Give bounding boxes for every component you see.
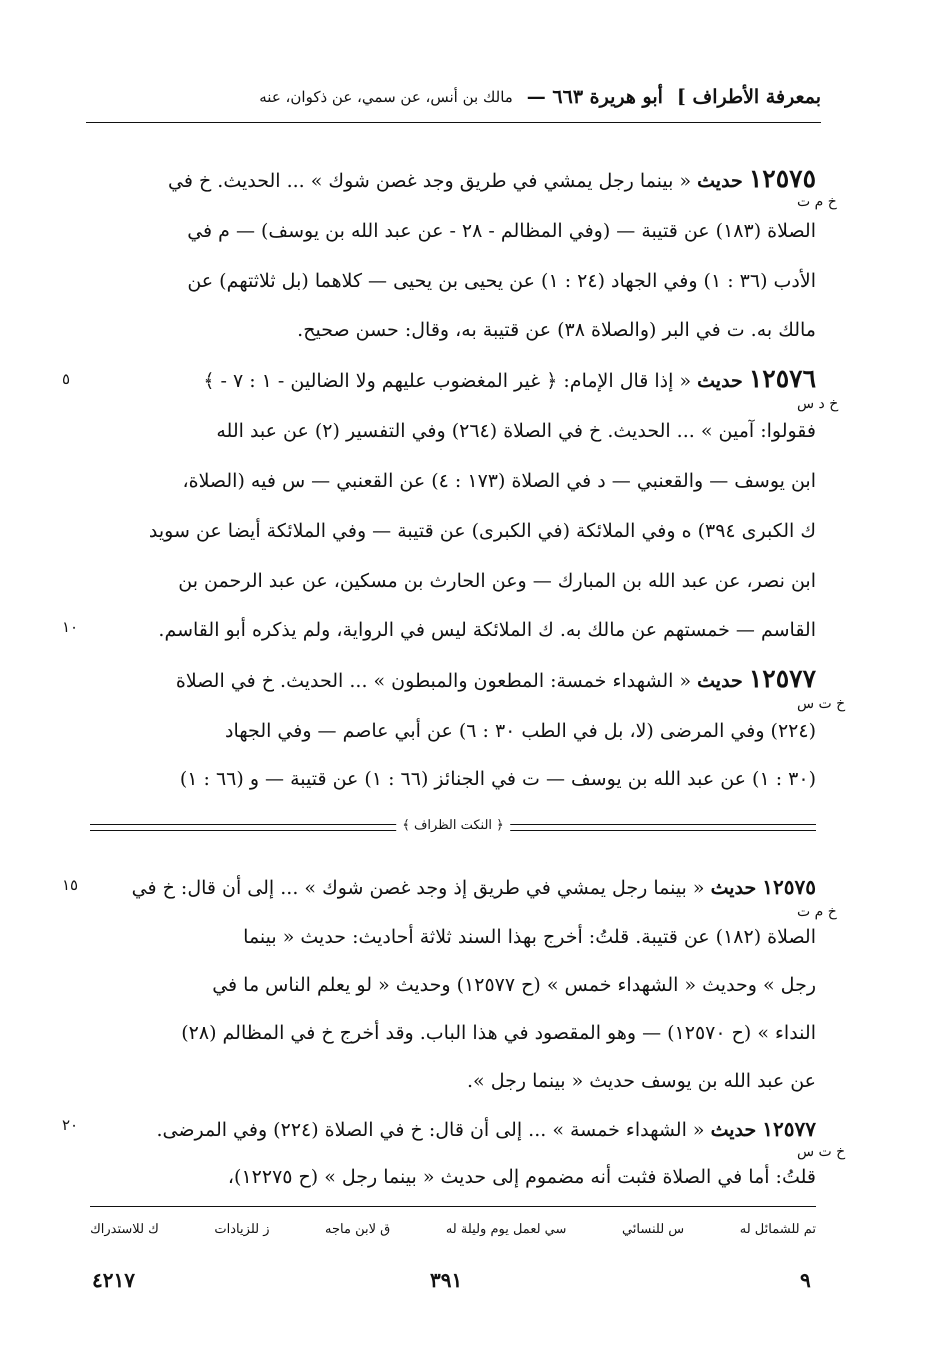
entry-text: « إذا قال الإمام: ﴿ غير المغضوب عليهم ولا الضالين - ١ : ٧ - ﴾ — [203, 370, 692, 392]
entry-number: ١٢٥٧٧ — [748, 666, 816, 693]
header-center: أبو هريرة ٦٦٣ — — [526, 86, 663, 108]
entry-number: ١٢٥٧٦ — [748, 366, 816, 393]
entry-keyword: حديث — [710, 1119, 757, 1141]
entry-text: النداء » (ح ١٢٥٧٠) — وهو المقصود في هذا الباب. وقد أخرج خ في المظالم (٢٨) — [181, 1022, 816, 1044]
entry-text: « الشهداء خمسة » ... إلى أن قال: خ في الصلاة (٢٢٤) وفي المرضى. — [156, 1119, 705, 1141]
nukat-line — [90, 1116, 816, 1143]
nukat-line — [90, 1020, 816, 1046]
header-left: مالك بن أنس، عن سمي، عن ذكوان، عنه — [259, 88, 513, 106]
entry-text: ك الكبرى ٣٩٤) ه وفي الملائكة (في الكبرى) عن قتيبة — وفي الملائكة أيضا عن سويد — [148, 520, 816, 542]
nukat-line — [90, 1068, 816, 1094]
entry-keyword: حديث — [697, 170, 743, 192]
entry-line — [90, 468, 816, 494]
entry-text: الصلاة (١٨٢) عن قتيبة. قلتُ: أخرج بهذا السند ثلاثة أحاديث: حديث « بينما — [243, 926, 816, 948]
sigla: خ ت س — [797, 1144, 846, 1160]
volume-number: ٤٢١٧ — [92, 1268, 135, 1292]
entry-number: ١٢٥٧٧ — [762, 1117, 816, 1141]
entry-text: « بينما رجل يمشي في طريق إذ وجد غصن شوك » ... إلى أن قال: خ في — [131, 877, 705, 899]
footnote-item: ز للزيادات — [214, 1222, 270, 1237]
entry-text: رجل » وحديث « الشهداء خمس » (ح ١٢٥٧٧) وحديث « لو يعلم الناس ما في — [212, 974, 816, 996]
entry-line — [90, 766, 816, 792]
entry-text: قلتُ: أما في الصلاة فثبت أنه مضموم إلى حديث « بينما رجل » (ح ١٢٢٧٥)، — [227, 1166, 816, 1188]
entry-text: عن عبد الله بن يوسف حديث « بينما رجل ». — [467, 1070, 816, 1092]
margin-number: ١٠ — [62, 618, 79, 636]
entry-line — [90, 568, 816, 594]
footnote-rule — [90, 1206, 816, 1207]
entry-line — [90, 718, 816, 744]
nukat-line — [90, 874, 816, 901]
entry-keyword: حديث — [697, 370, 743, 392]
sigla: خ م ت — [797, 194, 837, 210]
sigla: خ د س — [797, 396, 839, 412]
entry-keyword: حديث — [710, 877, 757, 899]
entry-text: (٢٢٤) وفي المرضى (لا، بل في الطب ٣٠ : ٦) عن أبي عاصم — وفي الجهاد — [225, 720, 816, 742]
entry-text: « بينما رجل يمشي في طريق وجد غصن شوك » ... الحديث. خ في — [168, 170, 692, 192]
entry-line — [90, 268, 816, 294]
running-header — [86, 76, 821, 118]
entry-line — [90, 366, 816, 394]
margin-number: ٥ — [62, 370, 71, 388]
margin-number: ٢٠ — [62, 1116, 79, 1134]
entry-text: ابن يوسف — والقعنبي — د في الصلاة (١٧٣ : ٤) عن القعنبي — س فيه (الصلاة، — [182, 470, 816, 492]
entry-number: ١٢٥٧٥ — [762, 875, 816, 899]
entry-text: ابن نصر، عن عبد الله بن المبارك — وعن الحارث بن مسكين، عن عبد الرحمن بن — [178, 570, 816, 592]
header-rule — [86, 122, 821, 123]
entry-text: مالك به. ت في البر (والصلاة ٣٨) عن قتيبة به، وقال: حسن صحيح. — [297, 319, 816, 341]
margin-number: ١٥ — [62, 876, 79, 894]
entry-text: القاسم — خمستهم عن مالك به. ك الملائكة ليس في الرواية، ولم يذكره أبو القاسم. — [158, 619, 816, 641]
section-divider — [90, 818, 816, 840]
page-number: ٣٩١ — [430, 1268, 463, 1292]
entry-line — [90, 666, 816, 694]
sigla: خ م ت — [797, 904, 837, 920]
nukat-line — [90, 924, 816, 950]
entry-text: فقولوا: آمين » ... الحديث. خ في الصلاة (٢٦٤) وفي التفسير (٢) عن عبد الله — [216, 420, 816, 442]
entry-line — [90, 418, 816, 444]
entry-line — [90, 166, 816, 194]
footnote-legend — [90, 1222, 816, 1237]
footnote-item: ك للاستدراك — [90, 1222, 159, 1237]
entry-line — [90, 518, 816, 544]
entry-text: الصلاة (١٨٣) عن قتيبة — (وفي المظالم - ٢٨ - عن عبد الله بن يوسف) — م في — [187, 220, 816, 242]
entry-line — [90, 218, 816, 244]
nukat-line — [90, 1164, 816, 1190]
entry-text: (٣٠ : ١) عن عبد الله بن يوسف — ت في الجنائز (٦٦ : ١) عن قتيبة — و (٦٦ : ١) — [179, 768, 816, 790]
entry-keyword: حديث — [697, 670, 743, 692]
header-right: بمعرفة الأطراف ] — [676, 86, 821, 108]
signature-number: ٩ — [800, 1268, 811, 1292]
entry-line — [90, 317, 816, 343]
footnote-item: تم للشمائل له — [739, 1222, 816, 1237]
divider-title: ﴿ النكت الظراف ﴾ — [396, 818, 510, 833]
footnote-item: ق لابن ماجه — [325, 1222, 391, 1237]
sigla: خ ت س — [797, 696, 846, 712]
entry-text: « الشهداء خمسة: المطعون والمبطون » ... الحديث. خ في الصلاة — [175, 670, 692, 692]
footnote-item: سي لعمل يوم وليلة له — [445, 1222, 567, 1237]
footnote-item: س للنسائي — [621, 1222, 685, 1237]
entry-line — [90, 617, 816, 643]
entry-text: الأدب (٣٦ : ١) وفي الجهاد (٢٤ : ١) عن يحيى بن يحيى — كلاهما (بل ثلاثتهم) عن — [187, 270, 816, 292]
nukat-line — [90, 972, 816, 998]
entry-number: ١٢٥٧٥ — [748, 166, 816, 193]
